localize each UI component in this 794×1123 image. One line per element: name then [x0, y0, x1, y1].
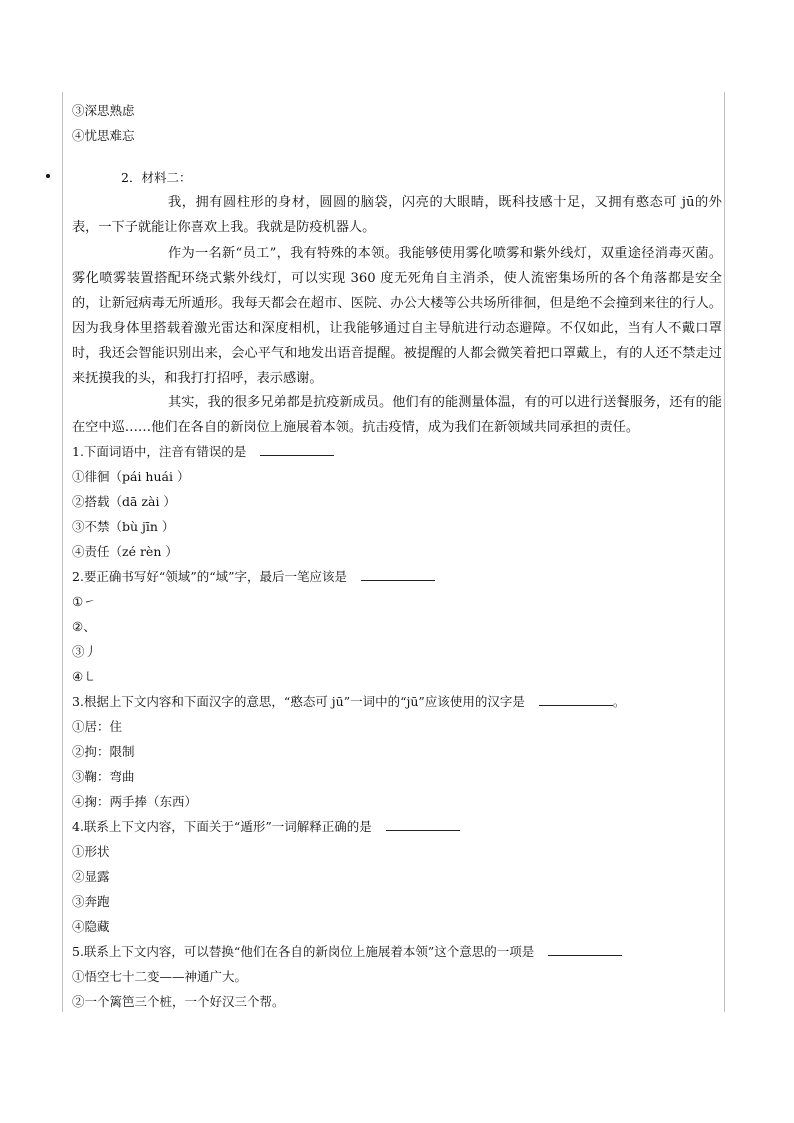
question-1-option: ②搭载（dā zài ） [72, 494, 176, 509]
section-label: 2．材料二： [121, 170, 192, 185]
question-3-option: ②拘：限制 [72, 744, 135, 759]
question-2-option: ④㇄ [72, 669, 96, 684]
question-2-option: ①㇀ [72, 594, 96, 609]
paragraph-1: 我，拥有圆柱形的身材，圆圆的脑袋，闪亮的大眼睛，既科技感十足，又拥有憨态可 jū的外表，一下子就能让你喜欢上我。我就是防疫机器人。 [72, 195, 722, 235]
question-3-option: ③鞠：弯曲 [72, 769, 135, 784]
question-1-option: ③不禁（bù jīn ） [72, 519, 175, 534]
bullet-icon [46, 174, 50, 178]
question-3-option: ④掬：两手捧（东西） [72, 794, 198, 809]
question-2-option: ③丿 [72, 644, 98, 659]
question-3 [72, 691, 625, 713]
answer-blank-5[interactable] [548, 943, 622, 956]
paragraph-3: 其实，我的很多兄弟都是抗疫新成员。他们有的能测量体温，有的可以进行送餐服务，还有的能在空中巡……他们在各自的新岗位上施展着本领。抗击疫情，成为我们在新领域共同承担的责任。 [72, 395, 722, 435]
question-3-stem: 3.根据上下文内容和下面汉字的意思，“憨态可 jū”一词中的“jū”应该使用的汉字是 [72, 694, 525, 709]
answer-blank-3[interactable] [539, 693, 613, 706]
question-4-option: ④隐藏 [72, 919, 110, 934]
question-2-option: ②、 [72, 619, 96, 634]
right-margin-line [724, 92, 725, 1012]
question-1 [72, 441, 334, 463]
section-heading [121, 167, 191, 189]
option-4-worry: ④忧思难忘 [72, 128, 135, 143]
question-1-option: ④责任（zé rèn ） [72, 544, 178, 559]
question-5 [72, 941, 622, 963]
left-margin-line [62, 92, 63, 1012]
question-3-suffix: 。 [612, 694, 626, 709]
question-4 [72, 816, 460, 838]
question-2 [72, 566, 435, 588]
question-4-option: ②显露 [72, 869, 110, 884]
question-5-option: ②一个篱笆三个桩，一个好汉三个帮。 [72, 994, 285, 1009]
question-4-option: ③奔跑 [72, 894, 110, 909]
answer-blank-1[interactable] [260, 443, 334, 456]
question-4-option: ①形状 [72, 844, 110, 859]
question-3-option: ①居：住 [72, 719, 123, 734]
answer-blank-2[interactable] [361, 568, 435, 581]
question-5-stem: 5.联系上下文内容，可以替换“他们在各自的新岗位上施展着本领”这个意思的一项是 [72, 944, 535, 959]
answer-blank-4[interactable] [386, 818, 460, 831]
question-1-stem: 1.下面词语中，注音有错误的是 [72, 444, 247, 459]
question-5-option: ①悟空七十二变——神通广大。 [72, 969, 248, 984]
paragraph-2: 作为一名新“员工”，我有特殊的本领。我能够使用雾化喷雾和紫外线灯，双重途径消毒灭菌。雾化喷雾装置搭配环绕式紫外线灯，可以实现 360 度无死角自主消杀，使人流密集场所的各个角落都是安全的，让新冠病毒无所遁形。我每天都会在超市、医院、办公大楼等公共场所徘徊，但是绝不会撞到来往的行人。因为我身体里搭载着激光雷达和深度相机，让我能够通过自主导航进行动态避障。不仅如此，当有人不戴口罩时，我还会智能识别出来，会心平气和地发出语音提醒。被提醒的人都会微笑着把口罩戴上，有的人还不禁走过来抚摸我的头，和我打打招呼，表示感谢。 [72, 246, 722, 386]
question-1-option: ①徘徊（pái huái ） [72, 469, 190, 484]
option-3-deep-thought: ③深思熟虑 [72, 103, 135, 118]
question-4-stem: 4.联系上下文内容，下面关于“遁形”一词解释正确的是 [72, 819, 372, 834]
question-2-stem: 2.要正确书写好“领域”的“域”字，最后一笔应该是 [72, 569, 347, 584]
